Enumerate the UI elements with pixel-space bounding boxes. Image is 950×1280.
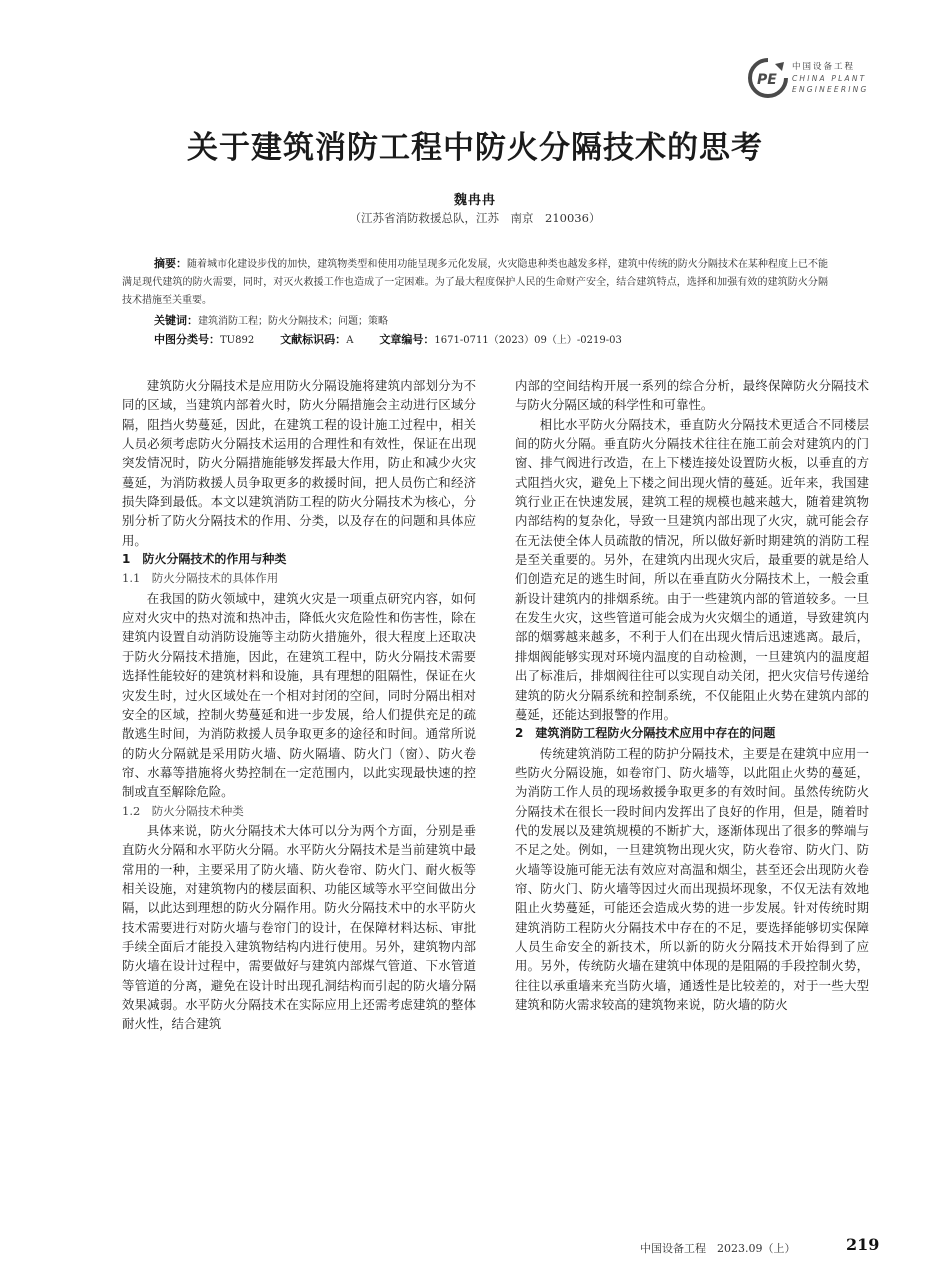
doc-code-value: A: [346, 335, 354, 346]
section-2-heading: 2 建筑消防工程防火分隔技术应用中存在的问题: [515, 726, 776, 741]
journal-name-en-line1: CHINA PLANT: [792, 74, 867, 83]
article-number-label: 文章编号：: [379, 333, 435, 346]
page-number: 219: [846, 1235, 880, 1254]
clc-label: 中图分类号：: [154, 333, 220, 346]
journal-logo-icon: [748, 58, 788, 98]
author-affiliation: （江苏省消防救援总队，江苏 南京 210036）: [349, 211, 601, 225]
section-1-1-paragraph: 在我国的防火领域中，建筑火灾是一项重点研究内容，如何应对火灾中的热对流和热冲击，降低火灾危险性和伤害性，除在建筑内设置自动消防设施等主动防火措施外，很大程度上还取决于防火分隔技术措施，因此，在建筑工程中，防火分隔技术需要选择性能较好的建筑材料和设施，具有理想的阻隔性，保证在火灾发生时，过火区域处在一个相对封闭的空间，同时分隔出相对安全的区域，控制火势蔓延和进一步发展，给人们提供充足的疏散逃生时间，为消防救援人员争取更多的途径和时间。通常所说的防火分隔就是采用防火墙、防火隔墙、防火门（窗）、防火卷帘、水幕等措施将火势控制在一定范围内，以此实现最快速的控制或直至解除危险。: [122, 590, 476, 800]
journal-logo: [748, 56, 888, 100]
article-title: 关于建筑消防工程中防火分隔技术的思考: [187, 130, 763, 166]
section-2-paragraph: 传统建筑消防工程的防护分隔技术，主要是在建筑中应用一些防火分隔设施，如卷帘门、防火墙等，以此阻止火势的蔓延，为消防工作人员的现场救援争取更多的有效时间。虽然传统防火分隔技术在很长一段时间内发挥出了良好的作用，但是，随着时代的发展以及建筑规模的不断扩大，逐渐体现出了很多的弊端与不足之处。例如，一旦建筑物出现火灾，防火卷帘、防火门、防火墙等设施可能无法有效应对高温和烟尘，甚至还会出现防火卷帘、防火门、防火墙等因过火而出现损坏现象，不仅无法有效地阻止火势蔓延，可能还会造成火势的进一步发展。针对传统时期建筑消防工程防火分隔技术中存在的不足，要选择能够切实保障人员生命安全的新技术，所以新的防火分隔技术开始得到了应用。另外，传统防火墙在建筑中体现的是阻隔的手段控制火势，往往以承重墙来充当防火墙，通透性是比较差的，对于一些大型建筑和防火需求较高的建筑物来说，防火墙的防火: [515, 745, 869, 1012]
section-1-2-continued: 内部的空间结构开展一系列的综合分析，最终保障防火分隔技术与防火分隔区域的科学性和可靠性。: [515, 378, 869, 413]
article-number-value: 1671-0711（2023）09（上）-0219-03: [434, 335, 622, 346]
body-left-column: [122, 376, 476, 1034]
section-1-1-heading: 1.1 防火分隔技术的具体作用: [122, 571, 279, 586]
intro-paragraph: 建筑防火分隔技术是应用防火分隔设施将建筑内部划分为不同的区域，当建筑内部着火时，防火分隔措施会主动进行区域分隔，阻挡火势蔓延，因此，在建筑工程的设计施工过程中，相关人员必须考虑防火分隔技术运用的合理性和有效性，保证在出现突发情况时，防火分隔措施能够发挥最大作用，防止和减少火灾蔓延，为消防救援人员争取更多的救援时间，把人员伤亡和经济损失降到最低。本文以建筑消防工程的防火分隔技术为核心，分别分析了防火分隔技术的作用、分类，以及存在的问题和具体应用。: [122, 378, 476, 548]
abstract: [122, 255, 828, 310]
classification-line: [154, 331, 622, 347]
abstract-label: 摘要：: [154, 257, 188, 270]
body-right-column: [515, 376, 869, 1014]
footer-journal-issue: 中国设备工程 2023.09（上）: [640, 1242, 796, 1255]
logo-letters: PE: [757, 72, 777, 88]
doc-code-label: 文献标识码：: [280, 333, 347, 346]
author-name: 魏冉冉: [453, 193, 496, 208]
journal-name-en-line2: ENGINEERING: [792, 85, 869, 94]
abstract-text: 随着城市化建设步伐的加快，建筑物类型和使用功能呈现多元化发展，火灾隐患种类也越发多样，建筑中传统的防火分隔技术在某种程度上已不能满足现代建筑的防火需要，同时，对灭火救援工作也造成了一定困难。为了最大程度保护人民的生命财产安全，结合建筑特点，选择和加强有效的建筑防火分隔技术措施至关重要。: [122, 259, 829, 306]
clc-value: TU892: [220, 335, 255, 346]
section-1-2-heading: 1.2 防火分隔技术种类: [122, 803, 244, 818]
journal-name-cn: 中国设备工程: [792, 62, 856, 72]
keywords-text: 建筑消防工程；防火分隔技术；问题；策略: [198, 316, 388, 327]
vertical-separation-paragraph: 相比水平防火分隔技术，垂直防火分隔技术更适合不同楼层间的防火分隔。垂直防火分隔技术往往在施工前会对建筑内的门窗、排气阀进行改造，在上下楼连接处设置防火板，以垂直的方式阻挡火灾，避免上下楼之间出现火情的蔓延。近年来，我国建筑行业正在快速发展，建筑工程的规模也越来越大，随着建筑物内部结构的复杂化，导致一旦建筑内部出现了火灾，就可能会存在无法使全体人员疏散的情况，所以做好新时期建筑的消防工程是至关重要的。另外，在建筑内出现火灾后，最重要的就是给人们创造充足的逃生时间，所以在垂直防火分隔技术上，一般会重新设计建筑内的排烟系统。由于一些建筑内部的管道较多。一旦在发生火灾，这些管道可能会成为火灾烟尘的通道，导致建筑内部的烟雾越来越多，不利于人们在出现火情后迅速逃离。最后，排烟阀能够实现对环境内温度的自动检测，一旦建筑内的温度超出了标准后，排烟阀往往可以实现自动关闭，把火灾信号传递给建筑的防火分隔系统和控制系统，不仅能阻止火势在建筑内部的蔓延，还能达到报警的作用。: [515, 416, 869, 722]
keywords-label: 关键词：: [154, 314, 198, 327]
keywords: [154, 312, 388, 328]
section-1-heading: 1 防火分隔技术的作用与种类: [122, 552, 287, 567]
section-1-2-paragraph: 具体来说，防火分隔技术大体可以分为两个方面，分别是垂直防火分隔和水平防火分隔。水平防火分隔技术是当前建筑中最常用的一种，主要采用了防火墙、防火卷帘、防火门、耐火板等相关设施，对建筑物内的楼层面积、功能区域等水平空间做出分隔，以此达到理想的防火分隔作用。防火分隔技术中的水平防火技术需要进行对防火墙与卷帘门的设计，在保障材料达标、审批手续全面后才能投入建筑物结构内进行使用。另外，建筑物内部防火墙在设计过程中，需要做好与建筑内部煤气管道、下水管道等管道的分离，避免在设计时出现孔洞结构而引起的防火墙分隔效果减弱。水平防火分隔技术在实际应用上还需考虑建筑的整体耐火性，结合建筑: [122, 822, 476, 1032]
journal-name-en: [792, 73, 869, 95]
